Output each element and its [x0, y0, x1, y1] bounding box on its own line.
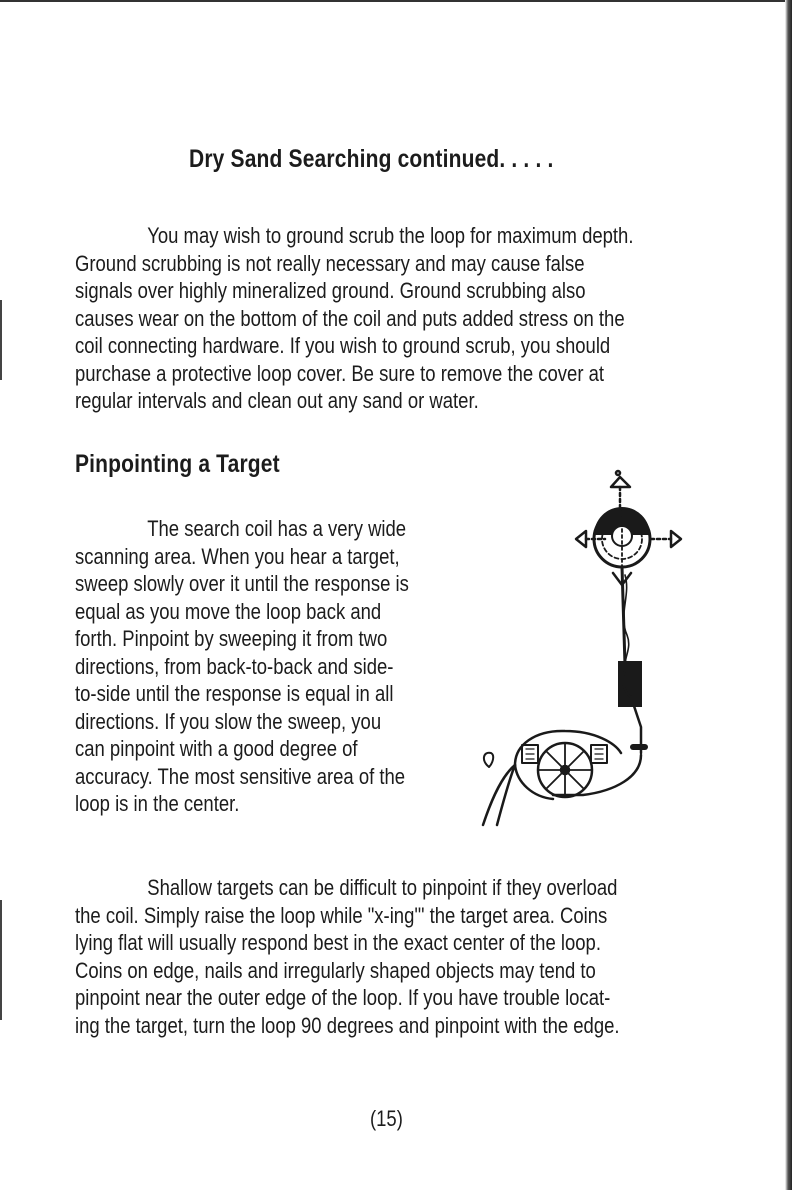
- text-line: causes wear on the bottom of the coil and puts added stress on the: [75, 305, 625, 331]
- control-box: [618, 661, 642, 707]
- text-line: equal as you move the loop back and: [75, 598, 382, 624]
- paragraph-pinpointing: [75, 515, 472, 818]
- text-line: sweep slowly over it until the response is: [75, 571, 409, 596]
- text-line: signals over highly mineralized ground. Ground scrubbing also: [75, 278, 586, 303]
- subheading-pinpointing: Pinpointing a Target: [75, 450, 280, 478]
- page-number: (15): [370, 1106, 403, 1131]
- text-line: loop is in the center.: [75, 791, 240, 816]
- left-hand: [484, 753, 493, 767]
- scan-mark-left: [0, 900, 2, 1020]
- paragraph-shallow-targets: [75, 874, 723, 1039]
- text-line: ing the target, turn the loop 90 degrees and pinpoint with the edge.: [75, 1012, 620, 1038]
- text-line: scanning area. When you hear a target,: [75, 543, 400, 569]
- text-line: accuracy. The most sensitive area of the: [75, 763, 406, 789]
- text-line: regular intervals and clean out any sand or water.: [75, 388, 479, 413]
- detector-user-illustration: [475, 465, 715, 840]
- text-line: can pinpoint with a good degree of: [75, 736, 358, 761]
- arrow-left-icon: [576, 531, 586, 547]
- shoulders: [515, 731, 621, 765]
- scan-edge-top: [0, 0, 790, 2]
- text-line: directions. If you slow the sweep, you: [75, 708, 382, 734]
- scan-edge-right: [785, 0, 792, 1190]
- text-line: the coil. Simply raise the loop while "x-ing'" the target area. Coins: [75, 902, 608, 928]
- text-line: forth. Pinpoint by sweeping it from two: [75, 626, 388, 651]
- text-line: lying flat will usually respond best in the exact center of the loop.: [75, 930, 601, 955]
- text-line: Shallow targets can be difficult to pinpoint if they overload: [147, 875, 618, 900]
- text-line: coil connecting hardware. If you wish to ground scrub, you should: [75, 333, 611, 358]
- paragraph-ground-scrubbing: [75, 222, 740, 415]
- section-title: Dry Sand Searching continued. . . . .: [189, 145, 554, 173]
- text-line: Ground scrubbing is not really necessary and may cause false: [75, 250, 585, 276]
- text-line: The search coil has a very wide: [147, 516, 407, 541]
- text-line: purchase a protective loop cover. Be sure to remove the cover at: [75, 360, 605, 386]
- dot-mark: [616, 471, 620, 475]
- text-line: directions, from back-to-back and side-: [75, 653, 394, 679]
- text-line: Coins on edge, nails and irregularly shaped objects may tend to: [75, 957, 596, 983]
- text-line: pinpoint near the outer edge of the loop. If you have trouble locat-: [75, 985, 611, 1010]
- arrow-up-icon: [611, 477, 630, 487]
- scan-mark-left: [0, 300, 2, 380]
- text-line: You may wish to ground scrub the loop for maximum depth.: [147, 223, 634, 248]
- text-line: to-side until the response is equal in all: [75, 681, 394, 706]
- arrow-right-icon: [671, 531, 681, 547]
